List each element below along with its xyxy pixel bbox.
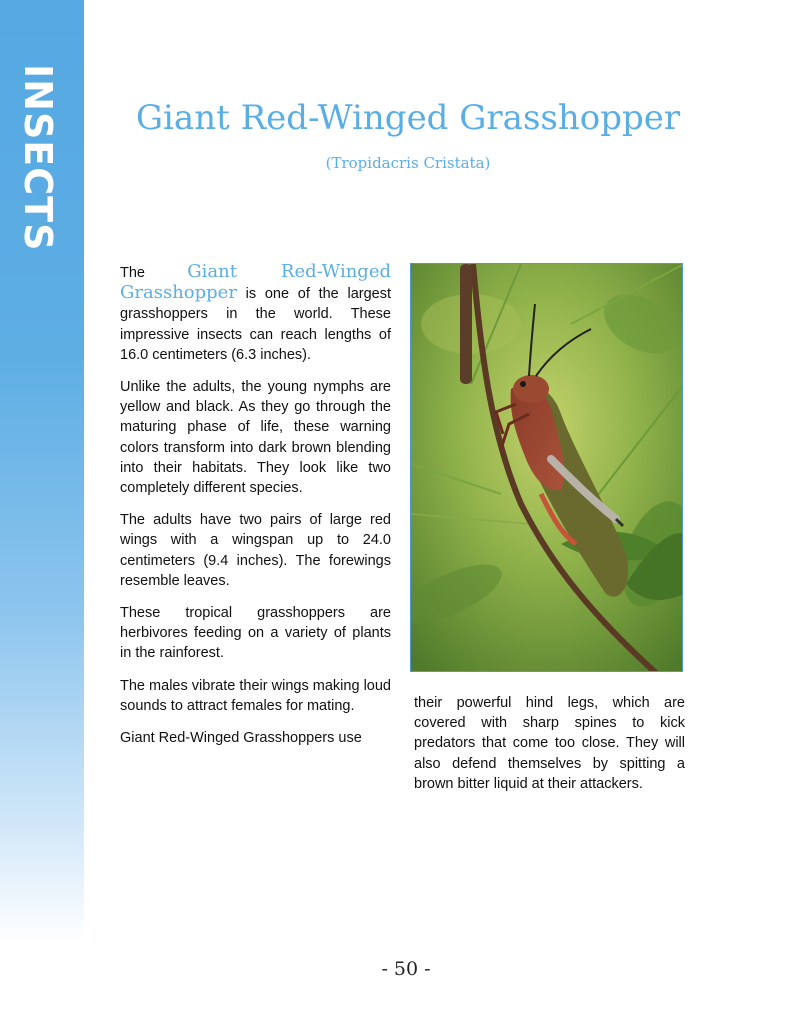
paragraph-mating: The males vibrate their wings making loud sounds to attract females for mating. <box>120 677 391 714</box>
paragraph-diet: These tropical grasshoppers are herbivores feeding on a variety of plants in the rainforest. <box>120 605 391 662</box>
scientific-name: (Tropidacris Cristata) <box>325 154 491 172</box>
right-text-column <box>414 693 685 794</box>
grasshopper-illustration <box>411 264 683 672</box>
species-name-highlight: Giant Red-Winged Grasshopper <box>120 261 391 304</box>
grasshopper-photo <box>410 263 683 672</box>
intro-rest: is one of the largest grasshoppers in the world. These impressive insects can reach lengths of 16.0 centimeters (6.3 inches). <box>120 286 391 363</box>
paragraph-defense-start: Giant Red-Winged Grasshoppers use <box>120 730 362 747</box>
paragraph-wings: The adults have two pairs of large red wings with a wingspan up to 24.0 centimeters (9.4 inches). The forewings resemble leaves. <box>120 512 391 589</box>
page-title: Giant Red-Winged Grasshopper <box>135 98 681 138</box>
paragraph-defense-continued: their powerful hind legs, which are covered with sharp spines to kick predators that come too close. They will also defend themselves by spitting a brown bitter liquid at their attackers. <box>414 695 685 792</box>
section-label: INSECTS <box>16 64 60 252</box>
paragraph-nymphs: Unlike the adults, the young nymphs are yellow and black. As they go through the maturing phase of life, these warning colors transform into dark brown blending into their habitats. They look like two completely different species. <box>120 379 391 497</box>
page-number: - 50 - <box>381 958 431 980</box>
intro-prefix: The <box>120 265 188 281</box>
paragraph-intro <box>120 262 391 365</box>
left-text-column <box>120 262 391 760</box>
